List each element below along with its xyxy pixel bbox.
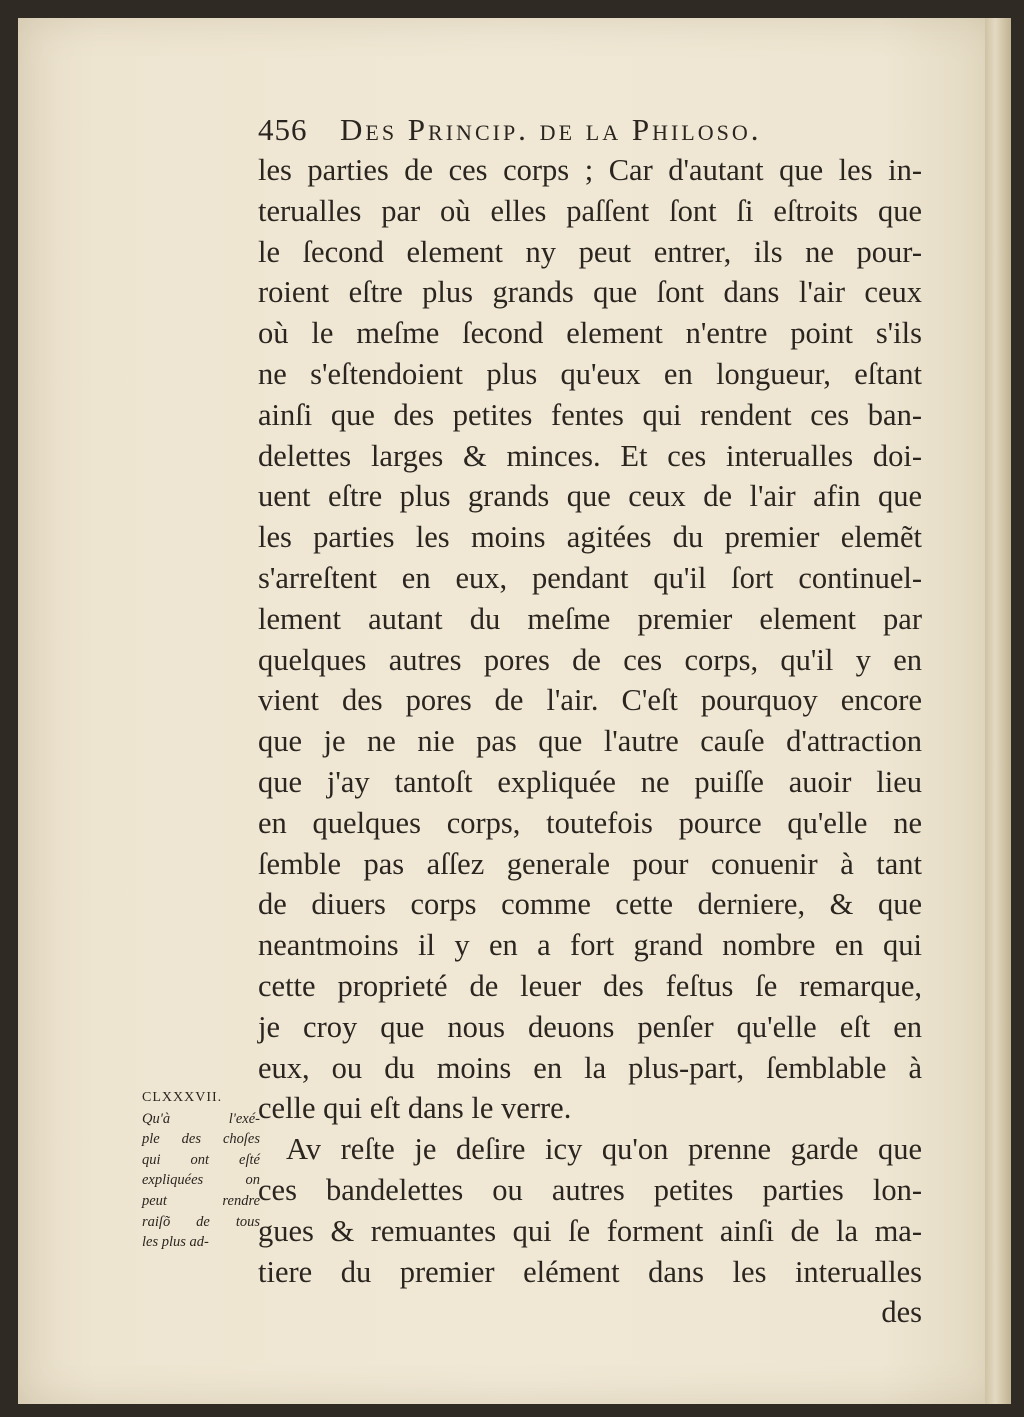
body-text <box>258 150 922 1333</box>
page-number: 456 <box>258 112 308 147</box>
text-line: eux, ou du moins en la plus-part, ſemblable à <box>258 1050 922 1085</box>
text-line: tiere du premier elément dans les interualles <box>258 1254 922 1289</box>
margin-note-line: qui ont eſté <box>142 1151 260 1168</box>
text-line: les parties les moins agitées du premier elemẽt <box>258 520 922 555</box>
text-line: que je ne nie pas que l'autre cauſe d'attraction <box>258 724 922 759</box>
text-line: ne s'eſtendoient plus qu'eux en longueur, eſtant <box>258 356 922 391</box>
text-line: vient des pores de l'air. C'eſt pourquoy encore <box>258 683 922 718</box>
text-line: terualles par où elles paſſent ſont ſi eſtroits que <box>258 193 922 228</box>
text-line: de diuers corps comme cette derniere, & que <box>258 887 922 922</box>
text-line: uent eſtre plus grands que ceux de l'air afin que <box>258 479 922 514</box>
margin-note-line: Qu'à l'exé- <box>142 1110 260 1127</box>
margin-note-line: les plus ad- <box>142 1234 209 1251</box>
text-line: ſemble pas aſſez generale pour conuenir à tant <box>258 846 922 881</box>
text-line: delettes larges & minces. Et ces interualles doi- <box>258 438 922 473</box>
text-line: neantmoins il y en a fort grand nombre en qui <box>258 928 922 963</box>
text-line: celle qui eſt dans le verre. <box>258 1091 572 1126</box>
text-line: roient eſtre plus grands que ſont dans l'air ceux <box>258 275 922 310</box>
margin-note-line: peut rendre <box>142 1192 260 1209</box>
text-line: en quelques corps, toutefois pource qu'elle ne <box>258 805 922 840</box>
text-line: où le meſme ſecond element n'entre point s'ils <box>258 316 922 351</box>
text-line: que j'ay tantoſt expliquée ne puiſſe auoir lieu <box>258 764 922 799</box>
text-line: ces bandelettes ou autres petites parties lon- <box>258 1172 922 1207</box>
margin-note <box>142 1088 260 1253</box>
margin-note-line: expliquées on <box>142 1172 260 1189</box>
text-line: gues & remuantes qui ſe forment ainſi de la ma- <box>258 1213 922 1248</box>
text-line: les parties de ces corps ; Car d'autant que les in- <box>258 153 922 187</box>
text-line: s'arreſtent en eux, pendant qu'il ſort continuel- <box>258 560 922 595</box>
text-line: quelques autres pores de ces corps, qu'il y en <box>258 642 922 677</box>
text-line: ainſi que des petites fentes qui rendent ces ban- <box>258 397 922 432</box>
text-line: le ſecond element ny peut entrer, ils ne pour- <box>258 234 922 269</box>
paragraph-start-line: Av reſte je deſire icy qu'on prenne garde que <box>286 1132 922 1167</box>
text-line: je croy que nous deuons penſer qu'elle eſt en <box>258 1009 922 1044</box>
page-edge <box>985 18 1011 1404</box>
margin-note-line: ple des choſes <box>142 1131 260 1148</box>
catchword: des <box>881 1295 922 1330</box>
margin-note-number: CLXXXVII. <box>142 1090 223 1105</box>
margin-note-line: raiſõ de tous <box>142 1213 260 1230</box>
text-line: lement autant du meſme premier element par <box>258 601 922 636</box>
running-head <box>258 112 918 152</box>
running-title: Des Princip. de la Philoso. <box>340 112 762 147</box>
text-line: cette proprieté de leuer des feſtus ſe remarque, <box>258 968 922 1003</box>
